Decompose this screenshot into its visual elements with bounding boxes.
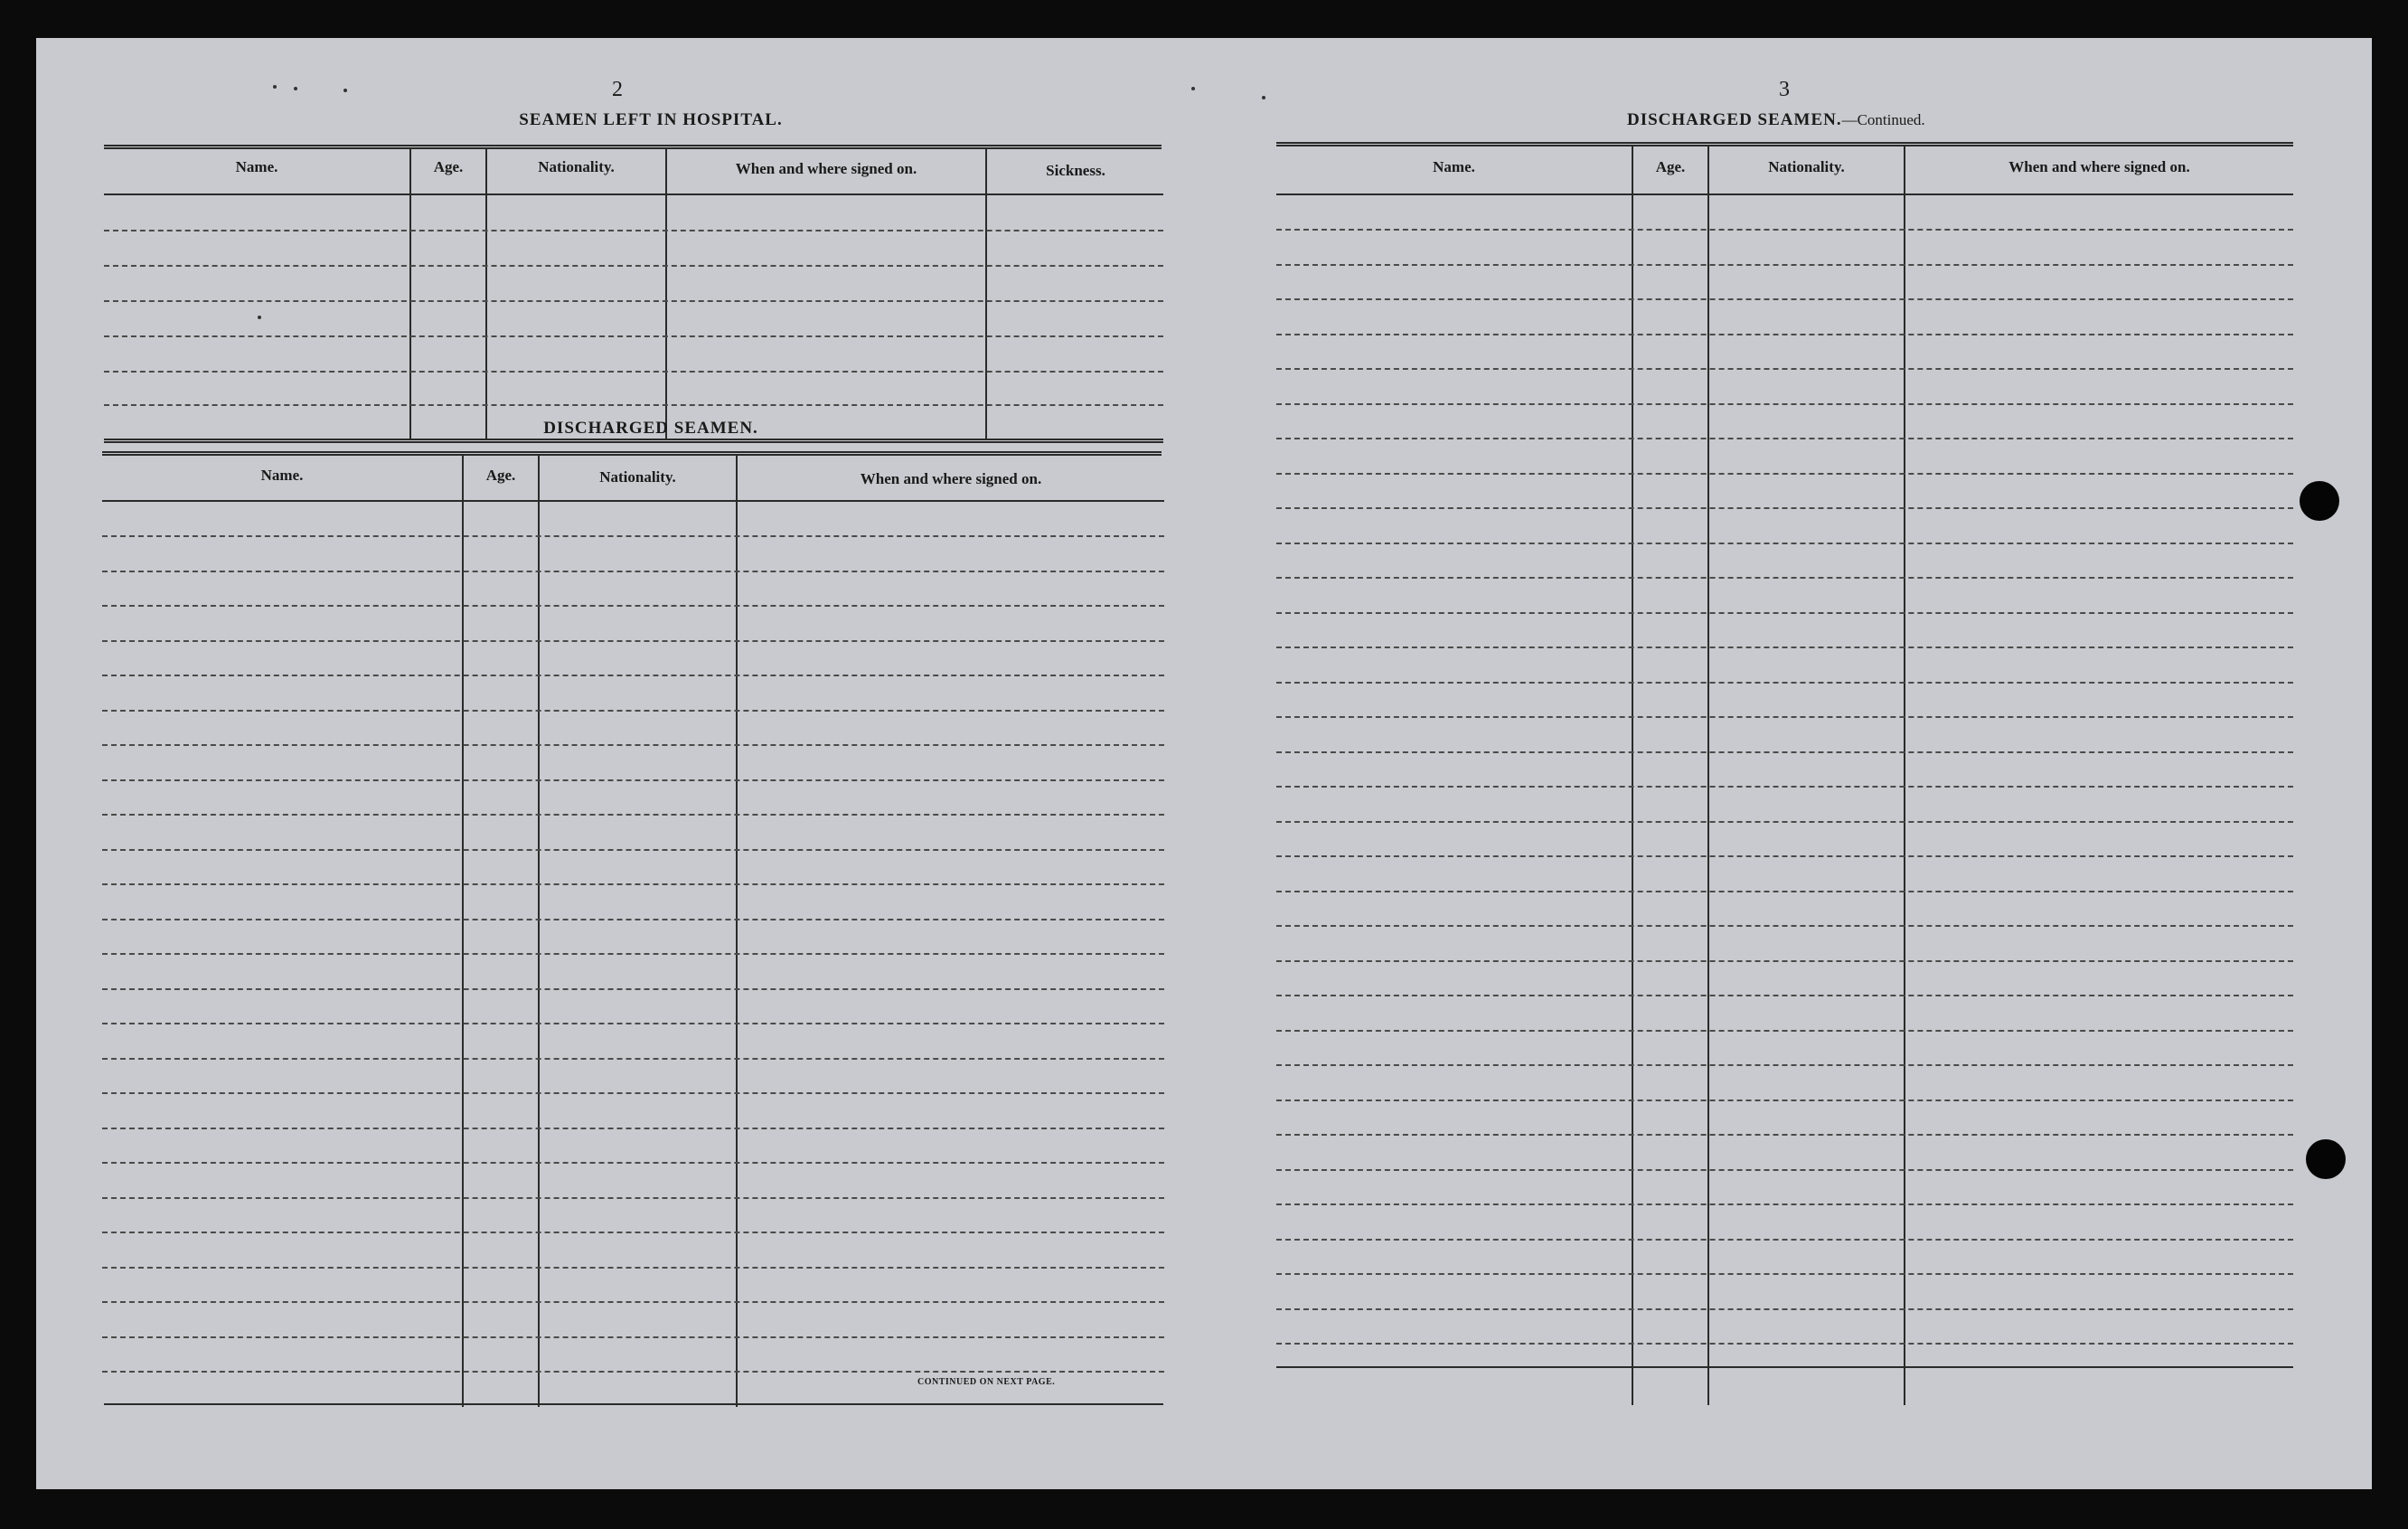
entry-line <box>1276 960 2293 962</box>
entry-line <box>102 779 1164 781</box>
column-header-nationality: Nationality. <box>1768 158 1845 175</box>
column-header-sickness: Sickness. <box>1046 162 1105 179</box>
column-divider <box>985 149 987 440</box>
table-top-rule <box>104 145 1162 149</box>
entry-line <box>102 1128 1164 1129</box>
entry-line <box>1276 647 2293 648</box>
continued-note: CONTINUED ON NEXT PAGE. <box>917 1377 1056 1387</box>
entry-line <box>1276 334 2293 335</box>
ink-speck <box>294 87 297 90</box>
ink-speck <box>1191 87 1195 90</box>
entry-line <box>1276 1169 2293 1171</box>
page-number: 3 <box>1779 78 1790 101</box>
entry-line <box>102 571 1164 572</box>
ink-speck <box>343 89 347 92</box>
entry-line <box>102 919 1164 920</box>
page-number: 2 <box>612 78 623 101</box>
column-header-age: Age. <box>433 158 464 175</box>
table-top-rule <box>102 451 1162 456</box>
entry-line <box>1276 1100 2293 1101</box>
entry-line <box>1276 1239 2293 1241</box>
column-header-signed-on: When and where signed on. <box>2008 158 2190 175</box>
entry-line <box>1276 1134 2293 1136</box>
entry-line <box>1276 716 2293 718</box>
entry-line <box>1276 507 2293 509</box>
column-header-age: Age. <box>485 467 516 484</box>
table-top-rule <box>1276 142 2293 146</box>
entry-line <box>102 1371 1164 1373</box>
entry-line <box>102 1232 1164 1233</box>
entry-line <box>1276 1203 2293 1205</box>
entry-line <box>1276 264 2293 266</box>
column-divider <box>462 456 464 1407</box>
ink-speck <box>273 85 277 89</box>
entry-line <box>102 535 1164 537</box>
entry-line <box>102 1197 1164 1199</box>
discharged-continued-title <box>1627 110 2025 130</box>
entry-line <box>1276 786 2293 788</box>
entry-line <box>1276 751 2293 753</box>
entry-line <box>1276 473 2293 475</box>
column-divider <box>538 456 540 1407</box>
column-header-signed-on: When and where signed on. <box>735 160 917 177</box>
column-header-nationality: Nationality. <box>538 158 615 175</box>
column-header-age: Age. <box>1655 158 1686 175</box>
entry-line <box>102 605 1164 607</box>
entry-line <box>102 744 1164 746</box>
entry-line <box>1276 1308 2293 1310</box>
entry-line <box>104 404 1163 406</box>
column-header-name: Name. <box>235 158 278 175</box>
column-divider <box>736 456 738 1407</box>
entry-line <box>1276 855 2293 857</box>
binder-hole <box>2306 1139 2346 1179</box>
entry-line <box>102 883 1164 885</box>
table-bottom-rule <box>104 1403 1163 1405</box>
header-underline <box>1276 193 2293 195</box>
entry-line <box>102 1267 1164 1269</box>
entry-line <box>102 988 1164 990</box>
ledger-sheet <box>36 38 2372 1489</box>
entry-line <box>1276 1064 2293 1066</box>
entry-line <box>102 1023 1164 1024</box>
entry-line <box>1276 438 2293 439</box>
table-bottom-rule <box>104 439 1163 443</box>
entry-line <box>1276 682 2293 684</box>
column-divider <box>485 149 487 440</box>
binder-hole <box>2300 481 2339 521</box>
entry-line <box>1276 298 2293 300</box>
column-header-nationality: Nationality. <box>599 468 676 486</box>
entry-line <box>1276 543 2293 544</box>
column-divider <box>409 149 411 440</box>
entry-line <box>1276 891 2293 892</box>
entry-line <box>1276 403 2293 405</box>
column-header-signed-on: When and where signed on. <box>860 470 1042 487</box>
ink-speck <box>1262 96 1265 99</box>
entry-line <box>104 265 1163 267</box>
entry-line <box>1276 821 2293 823</box>
entry-line <box>102 1162 1164 1164</box>
entry-line <box>102 814 1164 816</box>
entry-line <box>1276 1343 2293 1345</box>
column-header-name: Name. <box>1433 158 1475 175</box>
entry-line <box>102 1058 1164 1060</box>
entry-line <box>104 230 1163 231</box>
entry-line <box>1276 577 2293 579</box>
entry-line <box>102 849 1164 851</box>
entry-line <box>1276 612 2293 614</box>
entry-line <box>102 1336 1164 1338</box>
table-bottom-rule <box>1276 1366 2293 1368</box>
title-main: DISCHARGED SEAMEN. <box>1627 110 1842 129</box>
entry-line <box>1276 995 2293 996</box>
column-divider <box>665 149 667 440</box>
header-underline <box>104 193 1163 195</box>
entry-line <box>102 1301 1164 1303</box>
discharged-section-title: DISCHARGED SEAMEN. <box>543 419 758 438</box>
entry-line <box>1276 229 2293 231</box>
entry-line <box>104 335 1163 337</box>
entry-line <box>102 953 1164 955</box>
entry-line <box>1276 1030 2293 1032</box>
hospital-section-title: SEAMEN LEFT IN HOSPITAL. <box>519 110 783 129</box>
ink-speck <box>258 316 261 319</box>
entry-line <box>104 371 1163 373</box>
entry-line <box>1276 1273 2293 1275</box>
entry-line <box>102 1092 1164 1094</box>
entry-line <box>102 675 1164 676</box>
entry-line <box>1276 368 2293 370</box>
entry-line <box>102 640 1164 642</box>
entry-line <box>102 710 1164 712</box>
header-underline <box>102 500 1164 502</box>
column-header-name: Name. <box>260 467 304 484</box>
entry-line <box>1276 925 2293 927</box>
entry-line <box>104 300 1163 302</box>
title-continued: —Continued. <box>1841 111 1925 128</box>
